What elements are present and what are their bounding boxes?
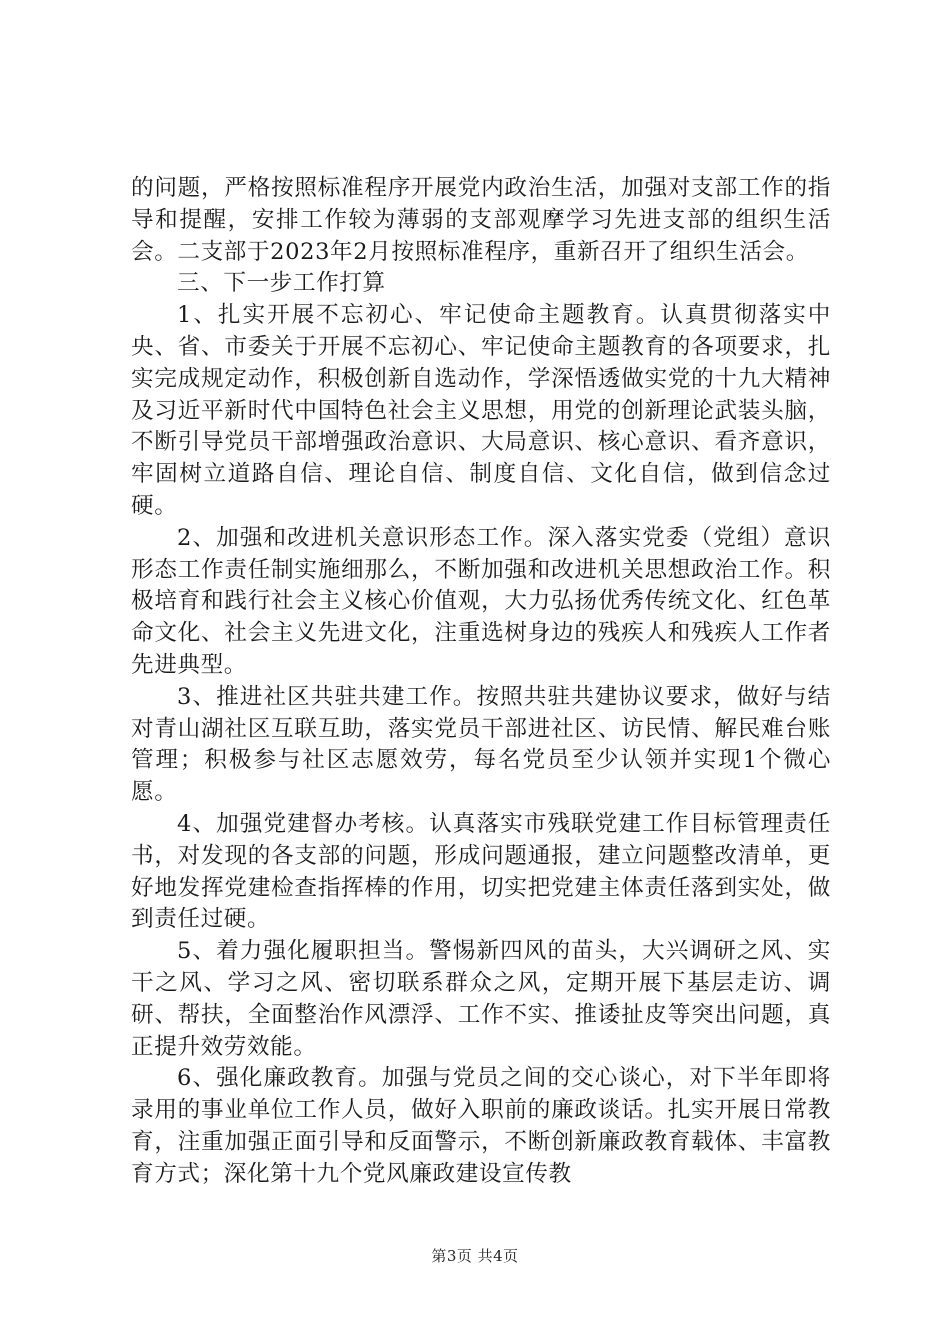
paragraph-item-3: 3、推进社区共驻共建工作。按照共驻共建协议要求，做好与结对青山湖社区互联互助，落实党员干部进社区、访民情、解民难台账管理；积极参与社区志愿效劳，每名党员至少认领并实现1个微心愿。: [131, 683, 831, 806]
paragraph-item-6: 6、强化廉政教育。加强与党员之间的交心谈心，对下半年即将录用的事业单位工作人员，做好入职前的廉政谈话。扎实开展日常教育，注重加强正面引导和反面警示，不断创新廉政教育载体、丰富教育方式；深化第十九个党风廉政建设宣传教: [131, 1065, 831, 1187]
document-body: [131, 173, 831, 1191]
paragraph-continuation: 的问题，严格按照标准程序开展党内政治生活，加强对支部工作的指导和提醒，安排工作较为薄弱的支部观摩学习先进支部的组织生活会。二支部于2023年2月按照标准程序，重新召开了组织生活会。: [131, 175, 831, 265]
paragraph-item-4: 4、加强党建督办考核。认真落实市残联党建工作目标管理责任书，对发现的各支部的问题，形成问题通报，建立问题整改清单，更好地发挥党建检查指挥棒的作用，切实把党建主体责任落到实处，做到责任过硬。: [131, 810, 831, 933]
section-heading-next-steps: 三、下一步工作打算: [177, 270, 386, 297]
paragraph-item-1: 1、扎实开展不忘初心、牢记使命主题教育。认真贯彻落实中央、省、市委关于开展不忘初心、牢记使命主题教育的各项要求，扎实完成规定动作，积极创新自选动作，学深悟透做实党的十九大精神及习近平新时代中国特色社会主义思想，用党的创新理论武装头脑，不断引导党员干部增强政治意识、大局意识、核心意识、看齐意识，牢固树立道路自信、理论自信、制度自信、文化自信，做到信念过硬。: [131, 302, 831, 519]
page-number-footer: 第3页 共4页: [431, 1247, 519, 1265]
paragraph-item-2: 2、加强和改进机关意识形态工作。深入落实党委（党组）意识形态工作责任制实施细那么，不断加强和改进机关思想政治工作。积极培育和践行社会主义核心价值观，大力弘扬优秀传统文化、红色革命文化、社会主义先进文化，注重选树身边的残疾人和残疾人工作者先进典型。: [131, 524, 831, 678]
paragraph-item-5: 5、着力强化履职担当。警惕新四风的苗头，大兴调研之风、实干之风、学习之风、密切联系群众之风，定期开展下基层走访、调研、帮扶，全面整治作风漂浮、工作不实、推诿扯皮等突出问题，真正提升效劳效能。: [131, 938, 831, 1060]
